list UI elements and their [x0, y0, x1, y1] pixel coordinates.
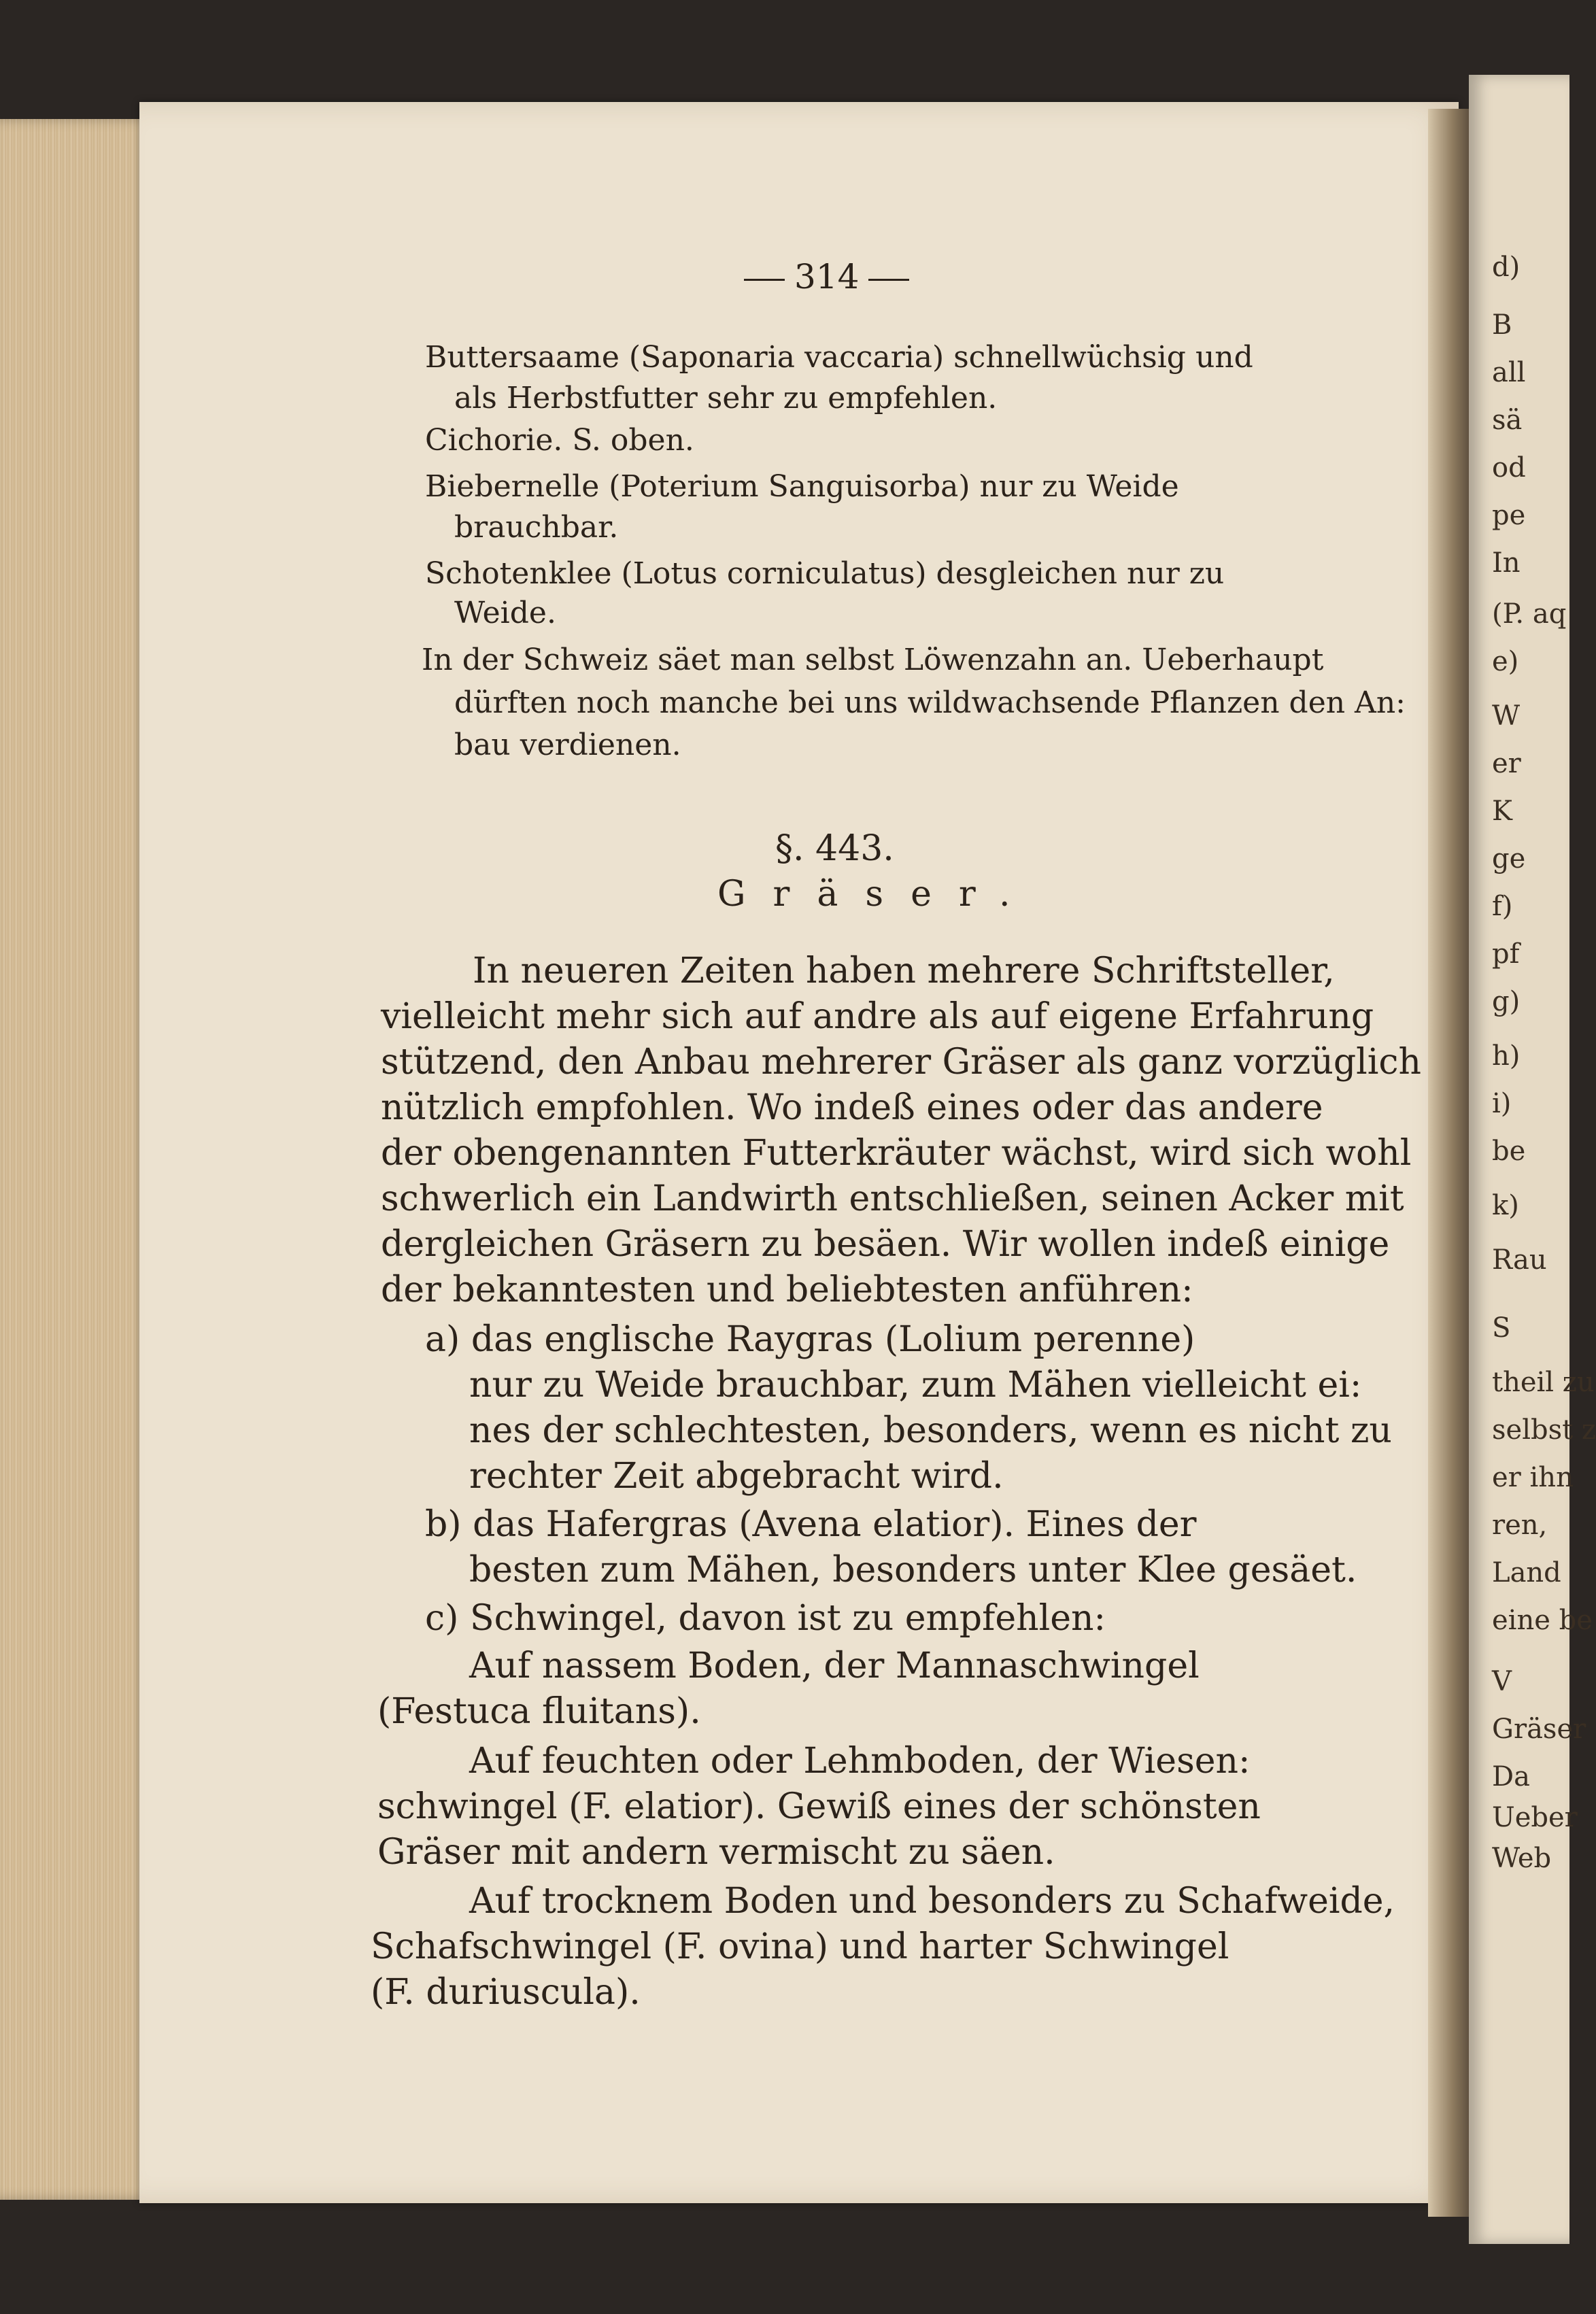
facing-page-fragment: h)	[1492, 1040, 1521, 1072]
entry-line: dürften noch manche bei uns wildwachsende Pflanzen den An:	[454, 685, 1406, 720]
facing-page-fragment: pf	[1492, 938, 1520, 970]
facing-page-fragment: er ihn	[1492, 1462, 1574, 1493]
entry-line: Buttersaame (Saponaria vaccaria) schnellwüchsig und	[425, 340, 1253, 375]
facing-page-fragment: In	[1492, 547, 1521, 579]
body-line: Schafschwingel (F. ovina) und harter Schwingel	[371, 1926, 1229, 1967]
facing-page-fragment: Land	[1492, 1557, 1561, 1588]
facing-page-fragment: i)	[1492, 1088, 1512, 1119]
body-line: schwingel (F. elatior). Gewiß eines der schönsten	[377, 1786, 1261, 1827]
body-line: (Festuca fluitans).	[377, 1691, 701, 1732]
section-number: §. 443.	[775, 828, 894, 869]
book-gutter	[1428, 109, 1469, 2217]
facing-page-fragment: K	[1492, 796, 1512, 827]
entry-line: Schotenklee (Lotus corniculatus) desgleichen nur zu	[425, 556, 1225, 591]
body-line: der bekanntesten und beliebtesten anführen:	[381, 1270, 1193, 1310]
facing-page-fragment: V	[1492, 1666, 1512, 1697]
facing-page-fragment: B	[1492, 309, 1512, 341]
facing-page-fragment: Web	[1492, 1843, 1552, 1874]
body-line: besten zum Mähen, besonders unter Klee gesäet.	[469, 1550, 1357, 1590]
body-line: vielleicht mehr sich auf andre als auf eigene Erfahrung	[381, 996, 1374, 1037]
entry-line: brauchbar.	[454, 510, 619, 545]
facing-page-fragment: Da	[1492, 1761, 1530, 1792]
body-line: stützend, den Anbau mehrerer Gräser als ganz vorzüglich	[381, 1042, 1422, 1083]
facing-page-fragment: eine be	[1492, 1605, 1593, 1636]
facing-page-fragment: ge	[1492, 843, 1526, 874]
list-item-a: a) das englische Raygras (Lolium perenne)	[425, 1319, 1195, 1360]
facing-page-fragment: er	[1492, 748, 1521, 779]
facing-page-fragment: be	[1492, 1136, 1526, 1167]
entry-line: Cichorie. S. oben.	[425, 423, 694, 458]
body-line: In neueren Zeiten haben mehrere Schriftsteller,	[473, 951, 1335, 991]
list-item-b: b) das Hafergras (Avena elatior). Eines der	[425, 1504, 1197, 1545]
body-line: rechter Zeit abgebracht wird.	[469, 1456, 1004, 1497]
body-line: schwerlich ein Landwirth entschließen, seinen Acker mit	[381, 1178, 1404, 1219]
facing-page-fragment: selbst z	[1492, 1414, 1596, 1446]
facing-page-fragment: theil zu	[1492, 1367, 1595, 1398]
entry-line: In der Schweiz säet man selbst Löwenzahn an. Ueberhaupt	[422, 643, 1324, 677]
entry-line: Weide.	[454, 596, 556, 630]
facing-page-fragment: Gräser	[1492, 1714, 1586, 1745]
facing-page-fragment: od	[1492, 452, 1526, 483]
body-line: Gräser mit andern vermischt zu säen.	[377, 1832, 1055, 1873]
body-line: Auf nassem Boden, der Mannaschwingel	[469, 1646, 1200, 1686]
facing-page-fragment: e)	[1492, 646, 1519, 677]
body-line: (F. duriuscula).	[371, 1972, 641, 2013]
body-line: dergleichen Gräsern zu besäen. Wir wollen indeß einige	[381, 1224, 1390, 1265]
facing-page-fragment: f)	[1492, 891, 1513, 922]
body-line: Auf feuchten oder Lehmboden, der Wiesen:	[469, 1741, 1251, 1782]
facing-page-fragment: d)	[1492, 252, 1521, 283]
page-number-rule-right	[868, 279, 909, 281]
body-line: nützlich empfohlen. Wo indeß eines oder das andere	[381, 1087, 1323, 1128]
entry-line: Biebernelle (Poterium Sanguisorba) nur zu Weide	[425, 469, 1179, 504]
body-line: nur zu Weide brauchbar, zum Mähen vielleicht ei:	[469, 1365, 1362, 1406]
facing-page-fragment: pe	[1492, 500, 1526, 531]
facing-page-fragment: sä	[1492, 405, 1523, 436]
facing-page-fragment: S	[1492, 1312, 1511, 1344]
facing-page	[1469, 75, 1596, 2244]
section-heading: Gräser.	[717, 874, 1038, 915]
body-line: nes der schlechtesten, besonders, wenn es nicht zu	[469, 1410, 1392, 1451]
page-number: 314	[734, 257, 919, 296]
facing-page-fragment: Rau	[1492, 1244, 1547, 1276]
body-line: der obengenannten Futterkräuter wächst, wird sich wohl	[381, 1133, 1412, 1174]
facing-page-fragment: W	[1492, 700, 1521, 732]
facing-page-fragment: g)	[1492, 986, 1521, 1017]
facing-page-fragment: k)	[1492, 1190, 1519, 1221]
list-item-c: c) Schwingel, davon ist zu empfehlen:	[425, 1598, 1106, 1639]
facing-page-fragment: Ueber	[1492, 1802, 1578, 1833]
facing-page-fragment: (P. aq	[1492, 598, 1567, 630]
entry-line: als Herbstfutter sehr zu empfehlen.	[454, 381, 998, 415]
page-number-rule-left	[744, 279, 785, 281]
facing-page-fragment: ren,	[1492, 1510, 1548, 1541]
body-line: Auf trocknem Boden und besonders zu Schafweide,	[469, 1881, 1395, 1922]
facing-page-fragment: all	[1492, 357, 1526, 388]
entry-line: bau verdienen.	[454, 728, 681, 762]
